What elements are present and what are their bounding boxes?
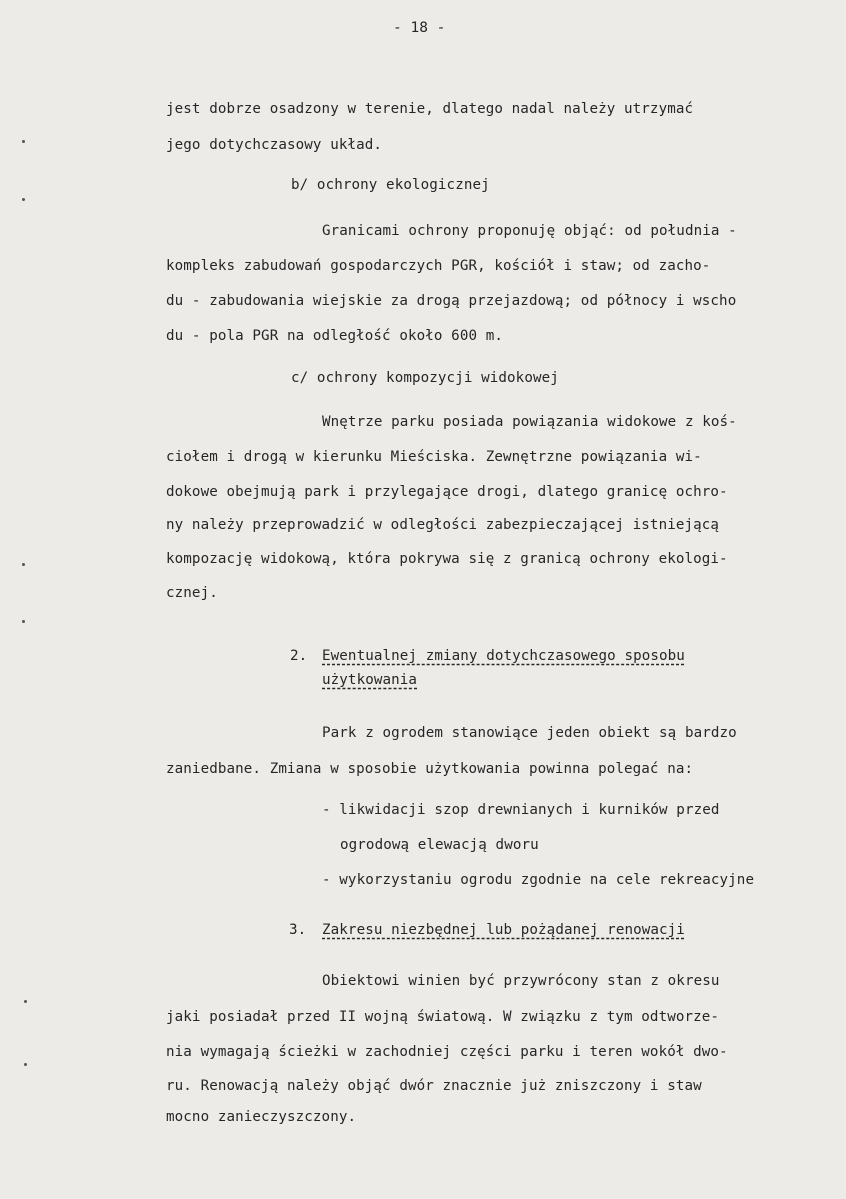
margin-mark	[22, 620, 25, 623]
page-number: - 18 -	[393, 20, 446, 36]
section-number: 3.	[289, 922, 307, 938]
text-line: jest dobrze osadzony w terenie, dlatego nadal należy utrzymać	[166, 101, 694, 117]
text-line: dokowe obejmują park i przylegające drogi, dlatego granicę ochro-	[166, 484, 728, 500]
list-item: - likwidacji szop drewnianych i kurników przed	[322, 802, 720, 818]
margin-mark	[22, 198, 25, 201]
section-heading: Ewentualnej zmiany dotychczasowego sposobu	[322, 648, 685, 664]
text-line: du - pola PGR na odległość około 600 m.	[166, 328, 504, 344]
text-line: cznej.	[166, 585, 218, 601]
margin-mark	[22, 140, 25, 143]
section-heading: b/ ochrony ekologicznej	[291, 177, 490, 193]
text-line: Wnętrze parku posiada powiązania widokowe z koś-	[322, 414, 737, 430]
text-line: du - zabudowania wiejskie za drogą przejazdową; od północy i wscho	[166, 293, 737, 309]
text-line: zaniedbane. Zmiana w sposobie użytkowania powinna polegać na:	[166, 761, 694, 777]
section-number: 2.	[290, 648, 308, 664]
text-line: Park z ogrodem stanowiące jeden obiekt są bardzo	[322, 725, 737, 741]
text-line: ru. Renowacją należy objąć dwór znacznie już zniszczony i staw	[166, 1078, 702, 1094]
text-line: Obiektowi winien być przywrócony stan z okresu	[322, 973, 720, 989]
text-line: mocno zanieczyszczony.	[166, 1109, 357, 1125]
list-item: ogrodową elewacją dworu	[340, 837, 539, 853]
text-line: jaki posiadał przed II wojną światową. W związku z tym odtworze-	[166, 1009, 720, 1025]
text-line: jego dotychczasowy układ.	[166, 137, 383, 153]
margin-mark	[22, 563, 25, 566]
text-line: ny należy przeprowadzić w odległości zabezpieczającej istniejącą	[166, 517, 720, 533]
text-line: ciołem i drogą w kierunku Mieściska. Zewnętrzne powiązania wi-	[166, 449, 702, 465]
text-line: kompleks zabudowań gospodarczych PGR, kościół i staw; od zacho-	[166, 258, 711, 274]
text-line: Granicami ochrony proponuję objąć: od południa -	[322, 223, 737, 239]
section-heading: c/ ochrony kompozycji widokowej	[291, 370, 559, 386]
margin-mark	[24, 1000, 27, 1003]
text-line: nia wymagają ścieżki w zachodniej części parku i teren wokół dwo-	[166, 1044, 728, 1060]
text-line: kompozację widokową, która pokrywa się z granicą ochrony ekologi-	[166, 551, 728, 567]
margin-mark	[24, 1063, 27, 1066]
list-item: - wykorzystaniu ogrodu zgodnie na cele rekreacyjne	[322, 872, 755, 888]
section-heading: użytkowania	[322, 672, 418, 688]
section-heading: Zakresu niezbędnej lub pożądanej renowacji	[322, 922, 685, 938]
